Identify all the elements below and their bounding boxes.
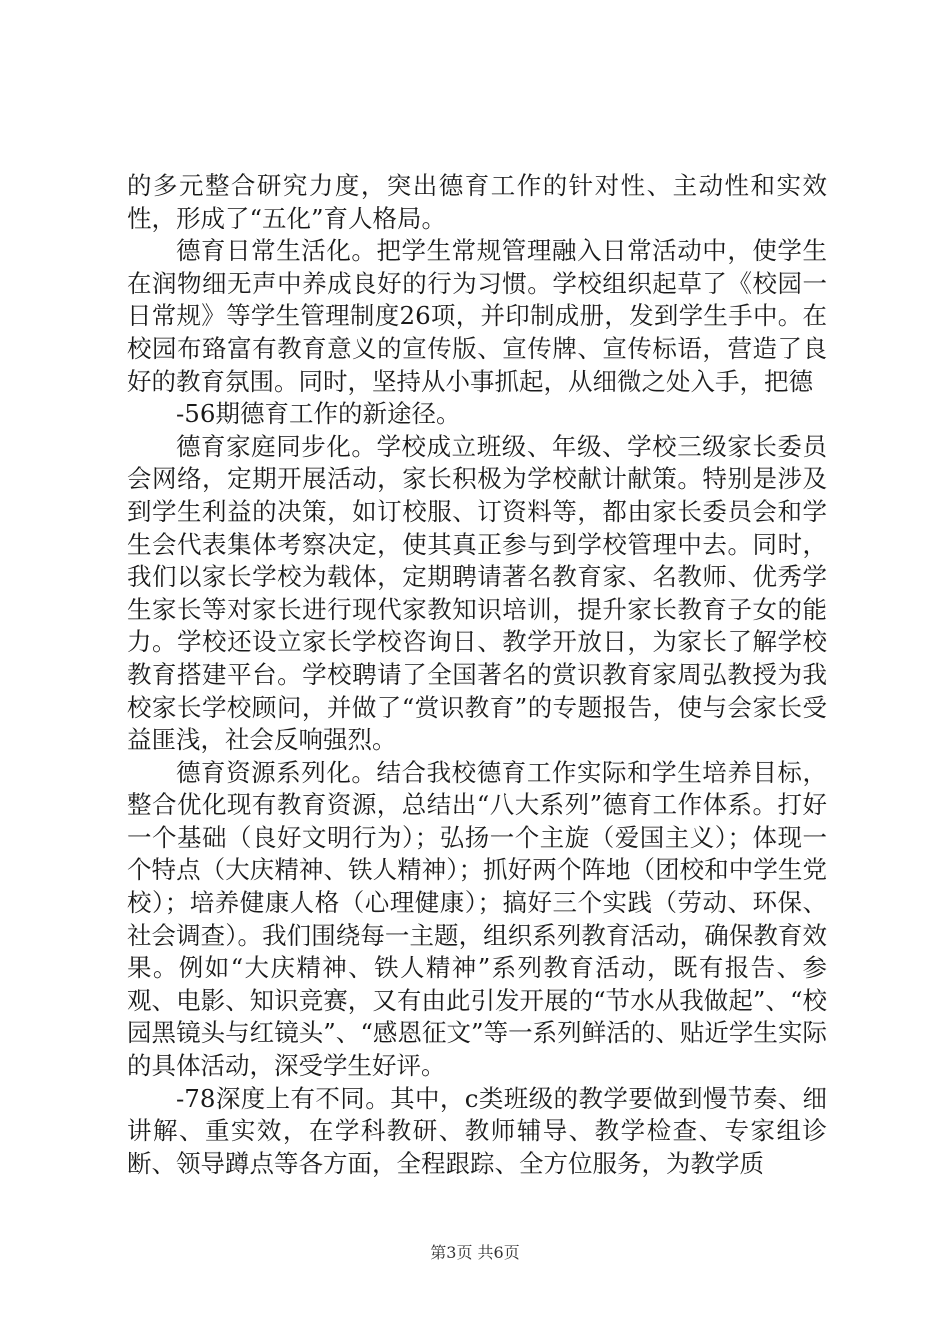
paragraph-4: 德育家庭同步化。学校成立班级、年级、学校三级家长委员会网络，定期开展活动，家长积极为学校献计献策。特别是涉及到学生利益的决策，如订校服、订资料等，都由家长委员会和学生会代表集体考察决定，使其真正参与到学校管理中去。同时，我们以家长学校为载体，定期聘请著名教育家、名教师、优秀学生家长等对家长进行现代家教知识培训，提升家长教育子女的能力。学校还设立家长学校咨询日、教学开放日，为家长了解学校教育搭建平台。学校聘请了全国著名的赏识教育家周弘教授为我校家长学校顾问，并做了“赏识教育”的专题报告，使与会家长受益匪浅，社会反响强烈。 bbox=[127, 431, 827, 755]
paragraph-2: 德育日常生活化。把学生常规管理融入日常活动中，使学生在润物细无声中养成良好的行为习惯。学校组织起草了《校园一日常规》等学生管理制度26项，并印制成册，发到学生手中。在校园布臵富有教育意义的宣传版、宣传牌、宣传标语，营造了良好的教育氛围。同时，坚持从小事抓起，从细微之处入手，把德 bbox=[127, 236, 827, 396]
document-body bbox=[127, 170, 827, 1180]
page-number-footer: 第3页 共6页 bbox=[430, 1243, 520, 1262]
paragraph-6: -78深度上有不同。其中，c类班级的教学要做到慢节奏、细讲解、重实效，在学科教研、教师辅导、教学检查、专家组诊断、领导蹲点等各方面，全程跟踪、全方位服务，为教学质 bbox=[127, 1083, 827, 1178]
paragraph-1: 的多元整合研究力度，突出德育工作的针对性、主动性和实效性，形成了“五化”育人格局。 bbox=[127, 171, 827, 233]
paragraph-3: -56期德育工作的新途径。 bbox=[176, 399, 461, 429]
paragraph-5: 德育资源系列化。结合我校德育工作实际和学生培养目标，整合优化现有教育资源，总结出“八大系列”德育工作体系。打好一个基础（良好文明行为）；弘扬一个主旋（爱国主义）；体现一个特点（大庆精神、铁人精神）；抓好两个阵地（团校和中学生党校）；培养健康人格（心理健康）；搞好三个实践（劳动、环保、社会调查）。我们围绕每一主题，组织系列教育活动，确保教育效果。例如“大庆精神、铁人精神”系列教育活动，既有报告、参观、电影、知识竞赛，又有由此引发开展的“节水从我做起”、“校园黑镜头与红镜头”、“感恩征文”等一系列鲜活的、贴近学生实际的具体活动，深受学生好评。 bbox=[127, 757, 827, 1081]
